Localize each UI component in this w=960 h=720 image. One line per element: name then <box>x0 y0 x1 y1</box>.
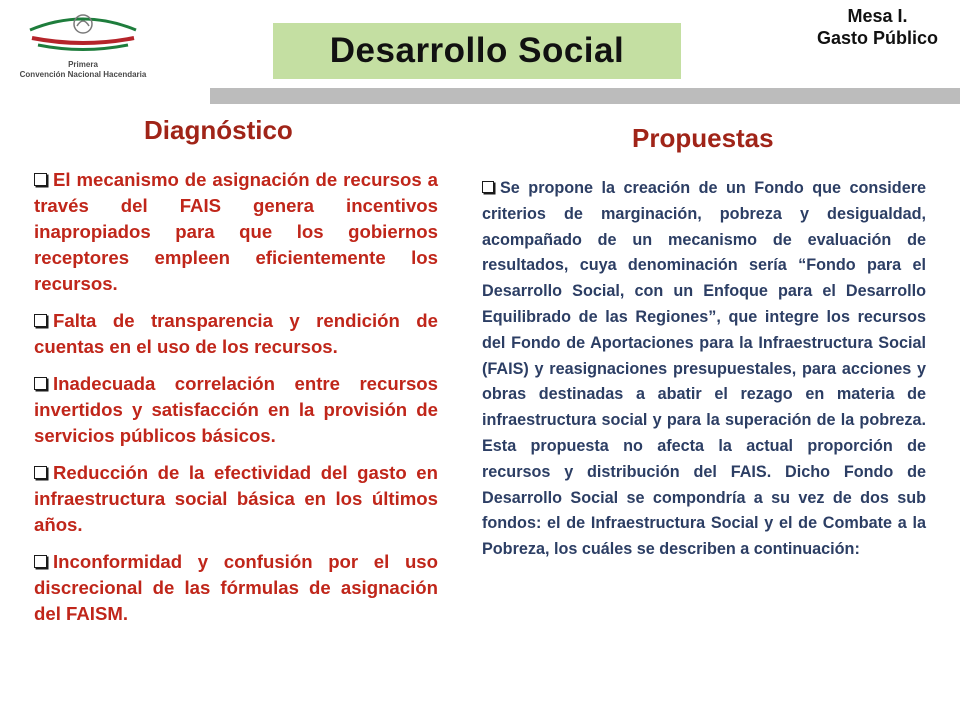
page-title: Desarrollo Social <box>329 31 625 70</box>
diagnostico-list <box>34 167 438 638</box>
checkbox-bullet-icon <box>34 377 47 390</box>
propuestas-body <box>482 176 926 563</box>
propuesta-text: Se propone la creación de un Fondo que considere criterios de marginación, pobreza y desigualdad, acompañado de un mecanismo de evaluación de resultados, cuya denominación sería “Fondo para el Desarrollo Social, con un Enfoque para el Desarrollo Equilibrado de las Regiones”, que integre los recursos del Fondo de Aportaciones para la Infraestructura Social (FAIS) y reasignaciones presupuestales, para acciones y obras destinadas a abatir el rezago en materia de infraestructura social y para la superación de la pobreza. Esta propuesta no afecta la actual proporción de recursos y distribución del FAIS. Dicho Fondo de Desarrollo Social se compondría a su vez de dos sub fondos: el de Infraestructura Social y el de Combate a la Pobreza, los cuáles se describen a continuación: <box>482 179 926 559</box>
checkbox-bullet-icon <box>34 555 47 568</box>
propuestas-heading: Propuestas <box>632 123 774 153</box>
list-item <box>34 460 438 538</box>
checkbox-bullet-icon <box>482 181 494 193</box>
list-item-text: Inadecuada correlación entre recursos invertidos y satisfacción en la provisión de servicios públicos básicos. <box>34 373 438 446</box>
mesa-topic: Gasto Público <box>816 28 938 48</box>
logo-emblem-icon <box>24 8 142 58</box>
propuesta-paragraph <box>482 176 926 563</box>
list-item <box>34 167 438 297</box>
diagnostico-heading: Diagnóstico <box>144 115 293 145</box>
session-label <box>817 5 938 49</box>
list-item-text: El mecanismo de asignación de recursos a través del FAIS genera incentivos inapropiados para que los gobiernos receptores empleen eficientemente los recursos. <box>34 169 438 294</box>
convention-logo <box>18 8 148 84</box>
checkbox-bullet-icon <box>34 466 47 479</box>
mesa-number: Mesa I. <box>847 6 908 26</box>
list-item-text: Reducción de la efectividad del gasto en infraestructura social básica en los últimos años. <box>34 462 438 535</box>
list-item <box>34 549 438 627</box>
title-banner <box>273 23 681 79</box>
list-item-text: Inconformidad y confusión por el uso discrecional de las fórmulas de asignación del FAISM. <box>34 551 438 624</box>
logo-line-1: Primera <box>68 60 98 69</box>
list-item-text: Falta de transparencia y rendición de cuentas en el uso de los recursos. <box>34 310 438 357</box>
header-divider <box>210 88 960 104</box>
checkbox-bullet-icon <box>34 173 47 186</box>
list-item <box>34 371 438 449</box>
logo-line-2: Convención Nacional Hacendaria <box>19 70 147 79</box>
list-item <box>34 308 438 360</box>
checkbox-bullet-icon <box>34 314 47 327</box>
